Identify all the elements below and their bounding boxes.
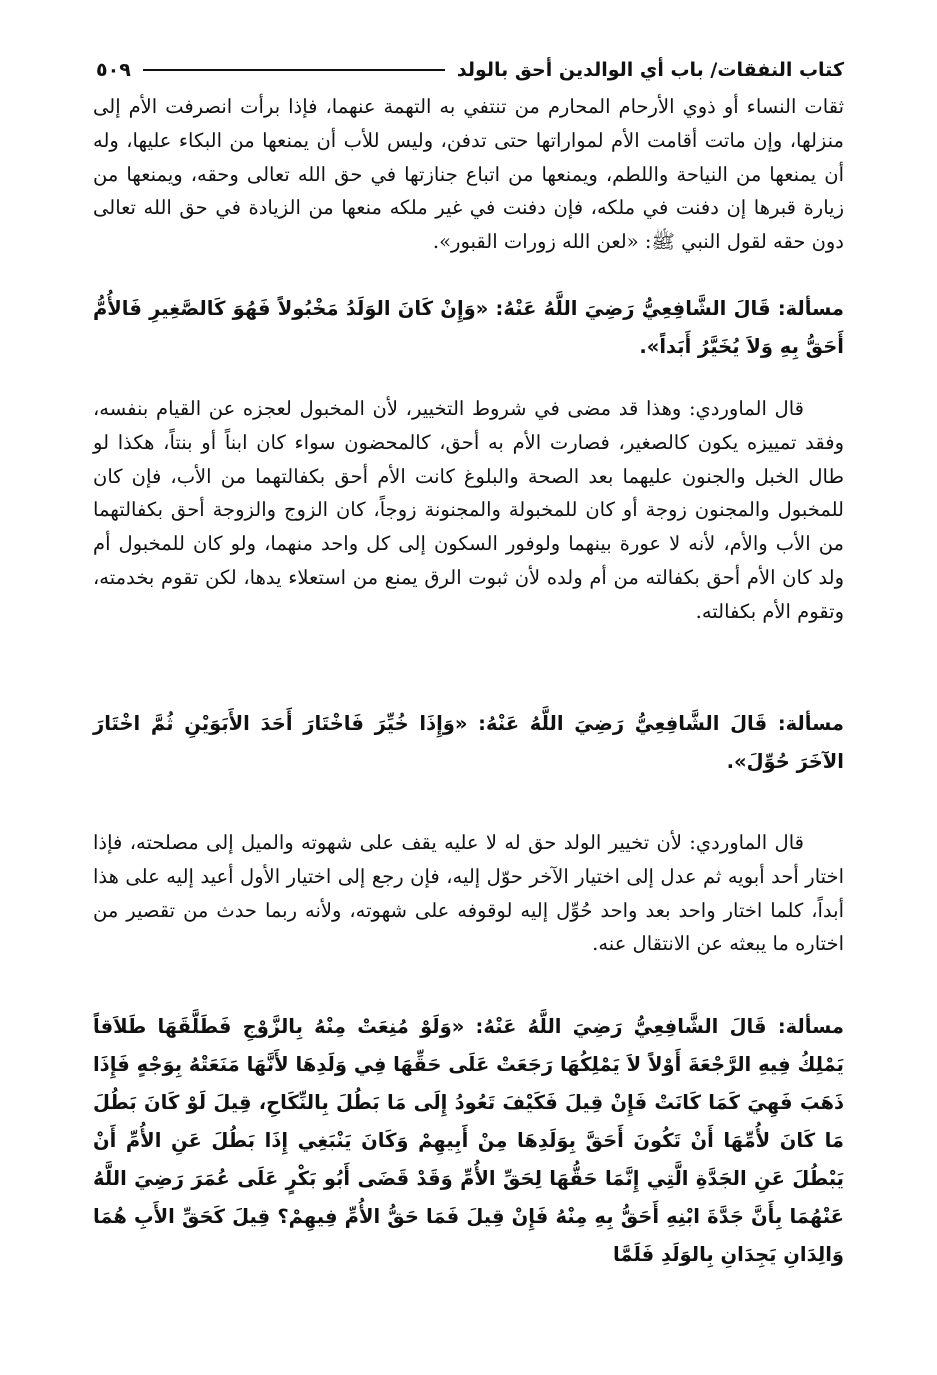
masala-label: مسألة: bbox=[777, 712, 844, 735]
masala-3 bbox=[93, 1008, 844, 1274]
paragraph-2 bbox=[93, 392, 844, 629]
header-rule bbox=[143, 69, 445, 71]
masala-text bbox=[93, 1008, 844, 1274]
paragraph-text: ثقات النساء أو ذوي الأرحام المحارم من تنتفي به التهمة عنهما، فإذا برأت انصرفت الأم إلى منزلها، وإن ماتت أقامت الأم لمواراتها حتى تدفن، وليس للأب أن يمنعها من البكاء عليها، وله أن يمنعها من النياحة واللطم، ويمنعها من اتباع جنازتها في حق الله تعالى وحقه، ويمنعها من زيارة قبرها إن دفنت في ملكه، فإن دفنت في غير ملكه منعها من الزيادة في حق الله تعالى دون حقه لقول النبي ﷺ: «لعن الله زورات القبور». bbox=[93, 95, 844, 254]
page-header bbox=[96, 50, 844, 90]
masala-1 bbox=[93, 290, 844, 366]
paragraph-1 bbox=[93, 90, 844, 259]
masala-text bbox=[93, 705, 844, 781]
shafii-quote: قَالَ الشَّافِعِيُّ رَضِيَ اللَّهُ عَنْهُ: «وَلَوْ مُنِعَتْ مِنْهُ بِالزَّوْجِ فَطَلَّقَهَا طَلاَقاً يَمْلِكُ فِيهِ الرَّجْعَةَ أَوْلاً لاَ يَمْلِكُهَا رَجَعَتْ عَلَى حَقِّهَا فِي وَلَدِهَا لأَنَّهَا مَنَعَتْهُ بِوَجْهٍ فَإِذَا ذَهَبَ فَهِيَ كَمَا كَانَتْ فَإِنْ قِيلَ فَكَيْفَ تَعُودُ إِلَى مَا بَطُلَ بِالنِّكَاحِ، قِيلَ لَوْ كَانَ بَطُلَ مَا كَانَ لأُمِّهَا أَنْ تَكُونَ أَحَقَّ بِوَلَدِهَا مِنْ أَبِيهِمْ وَكَانَ يَنْبَغِي إِذَا بَطُلَ عَنِ الأُمِّ أَنْ يَبْطُلَ عَنِ الجَدَّةِ الَّتِي إِنَّمَا حَقُّهَا لِحَقِّ الأُمِّ وَقَدْ قَضَى أَبُو بَكْرٍ عَلَى عُمَرَ رَضِيَ اللَّهُ عَنْهُمَا بِأَنَّ جَدَّةَ ابْنِهِ أَحَقُّ بِهِ مِنْهُ فَإِنْ قِيلَ فَمَا حَقُّ الأُمِّ فِيهِمْ؟ قِيلَ كَحَقِّ الأَبِ هُمَا وَالِدَانِ يَجِدَانِ بِالوَلَدِ فَلَمَّا bbox=[93, 1015, 844, 1266]
running-head-title: كتاب النفقات/ باب أي الوالدين أحق بالولد bbox=[456, 59, 844, 81]
masala-label: مسألة: bbox=[777, 297, 844, 320]
page-number: ٥٠٩ bbox=[96, 59, 131, 81]
paragraph-text: قال الماوردي: لأن تخيير الولد حق له لا عليه يقف على شهوته والميل إلى مصلحته، فإذا اختار أحد أبويه ثم عدل إلى اختيار الآخر حوّل إليه، فإن رجع إلى اختيار الأول أعيد إليه على هذا أبداً، كلما اختار واحد بعد واحد حُوِّل إليه لوقوفه على شهوته، ولأنه ربما حدث من تقصير من اختاره ما يبعثه عن الانتقال عنه. bbox=[93, 831, 844, 956]
paragraph-3 bbox=[93, 826, 844, 961]
masala-text bbox=[93, 290, 844, 366]
masala-2 bbox=[93, 705, 844, 781]
shafii-quote: قَالَ الشَّافِعِيُّ رَضِيَ اللَّهُ عَنْهُ: «وَإِنْ كَانَ الوَلَدُ مَخْبُولاً فَهُوَ كَالصَّغِيرِ فَالأُمُّ أَحَقُّ بِهِ وَلاَ يُخَيَّرُ أَبَداً». bbox=[93, 297, 844, 358]
shafii-quote: قَالَ الشَّافِعِيُّ رَضِيَ اللَّهُ عَنْهُ: «وَإِذَا خُيِّرَ فَاخْتَارَ أَحَدَ الأَبَوَيْنِ ثُمَّ اخْتَارَ الآخَرَ حُوِّلَ». bbox=[93, 712, 844, 773]
paragraph-text: قال الماوردي: وهذا قد مضى في شروط التخيير، لأن المخبول لعجزه عن القيام بنفسه، وفقد تمييزه يكون كالصغير، فصارت الأم به أحق، كالمحضون سواء كان ابناً أو بنتاً، هكذا لو طال الخبل والجنون عليهما بعد الصحة والبلوغ كانت الأم أحق بكفالتهما من الأب، فإن كان للمخبول والمجنون زوجة أو كان للمخبولة والمجنونة زوجاً، كان الزوج والزوجة أحق بكفالتهما من الأب والأم، لأنه لا عورة بينهما ولوفور السكون إلى كل واحد منهما، ولو كان للمخبول أم ولد كان الأم أحق بكفالته من أم ولده لأن ثبوت الرق يمنع من استعلاء يدها، لكن تقوم بخدمته، وتقوم الأم بكفالته. bbox=[93, 397, 844, 623]
masala-label: مسألة: bbox=[777, 1015, 844, 1038]
